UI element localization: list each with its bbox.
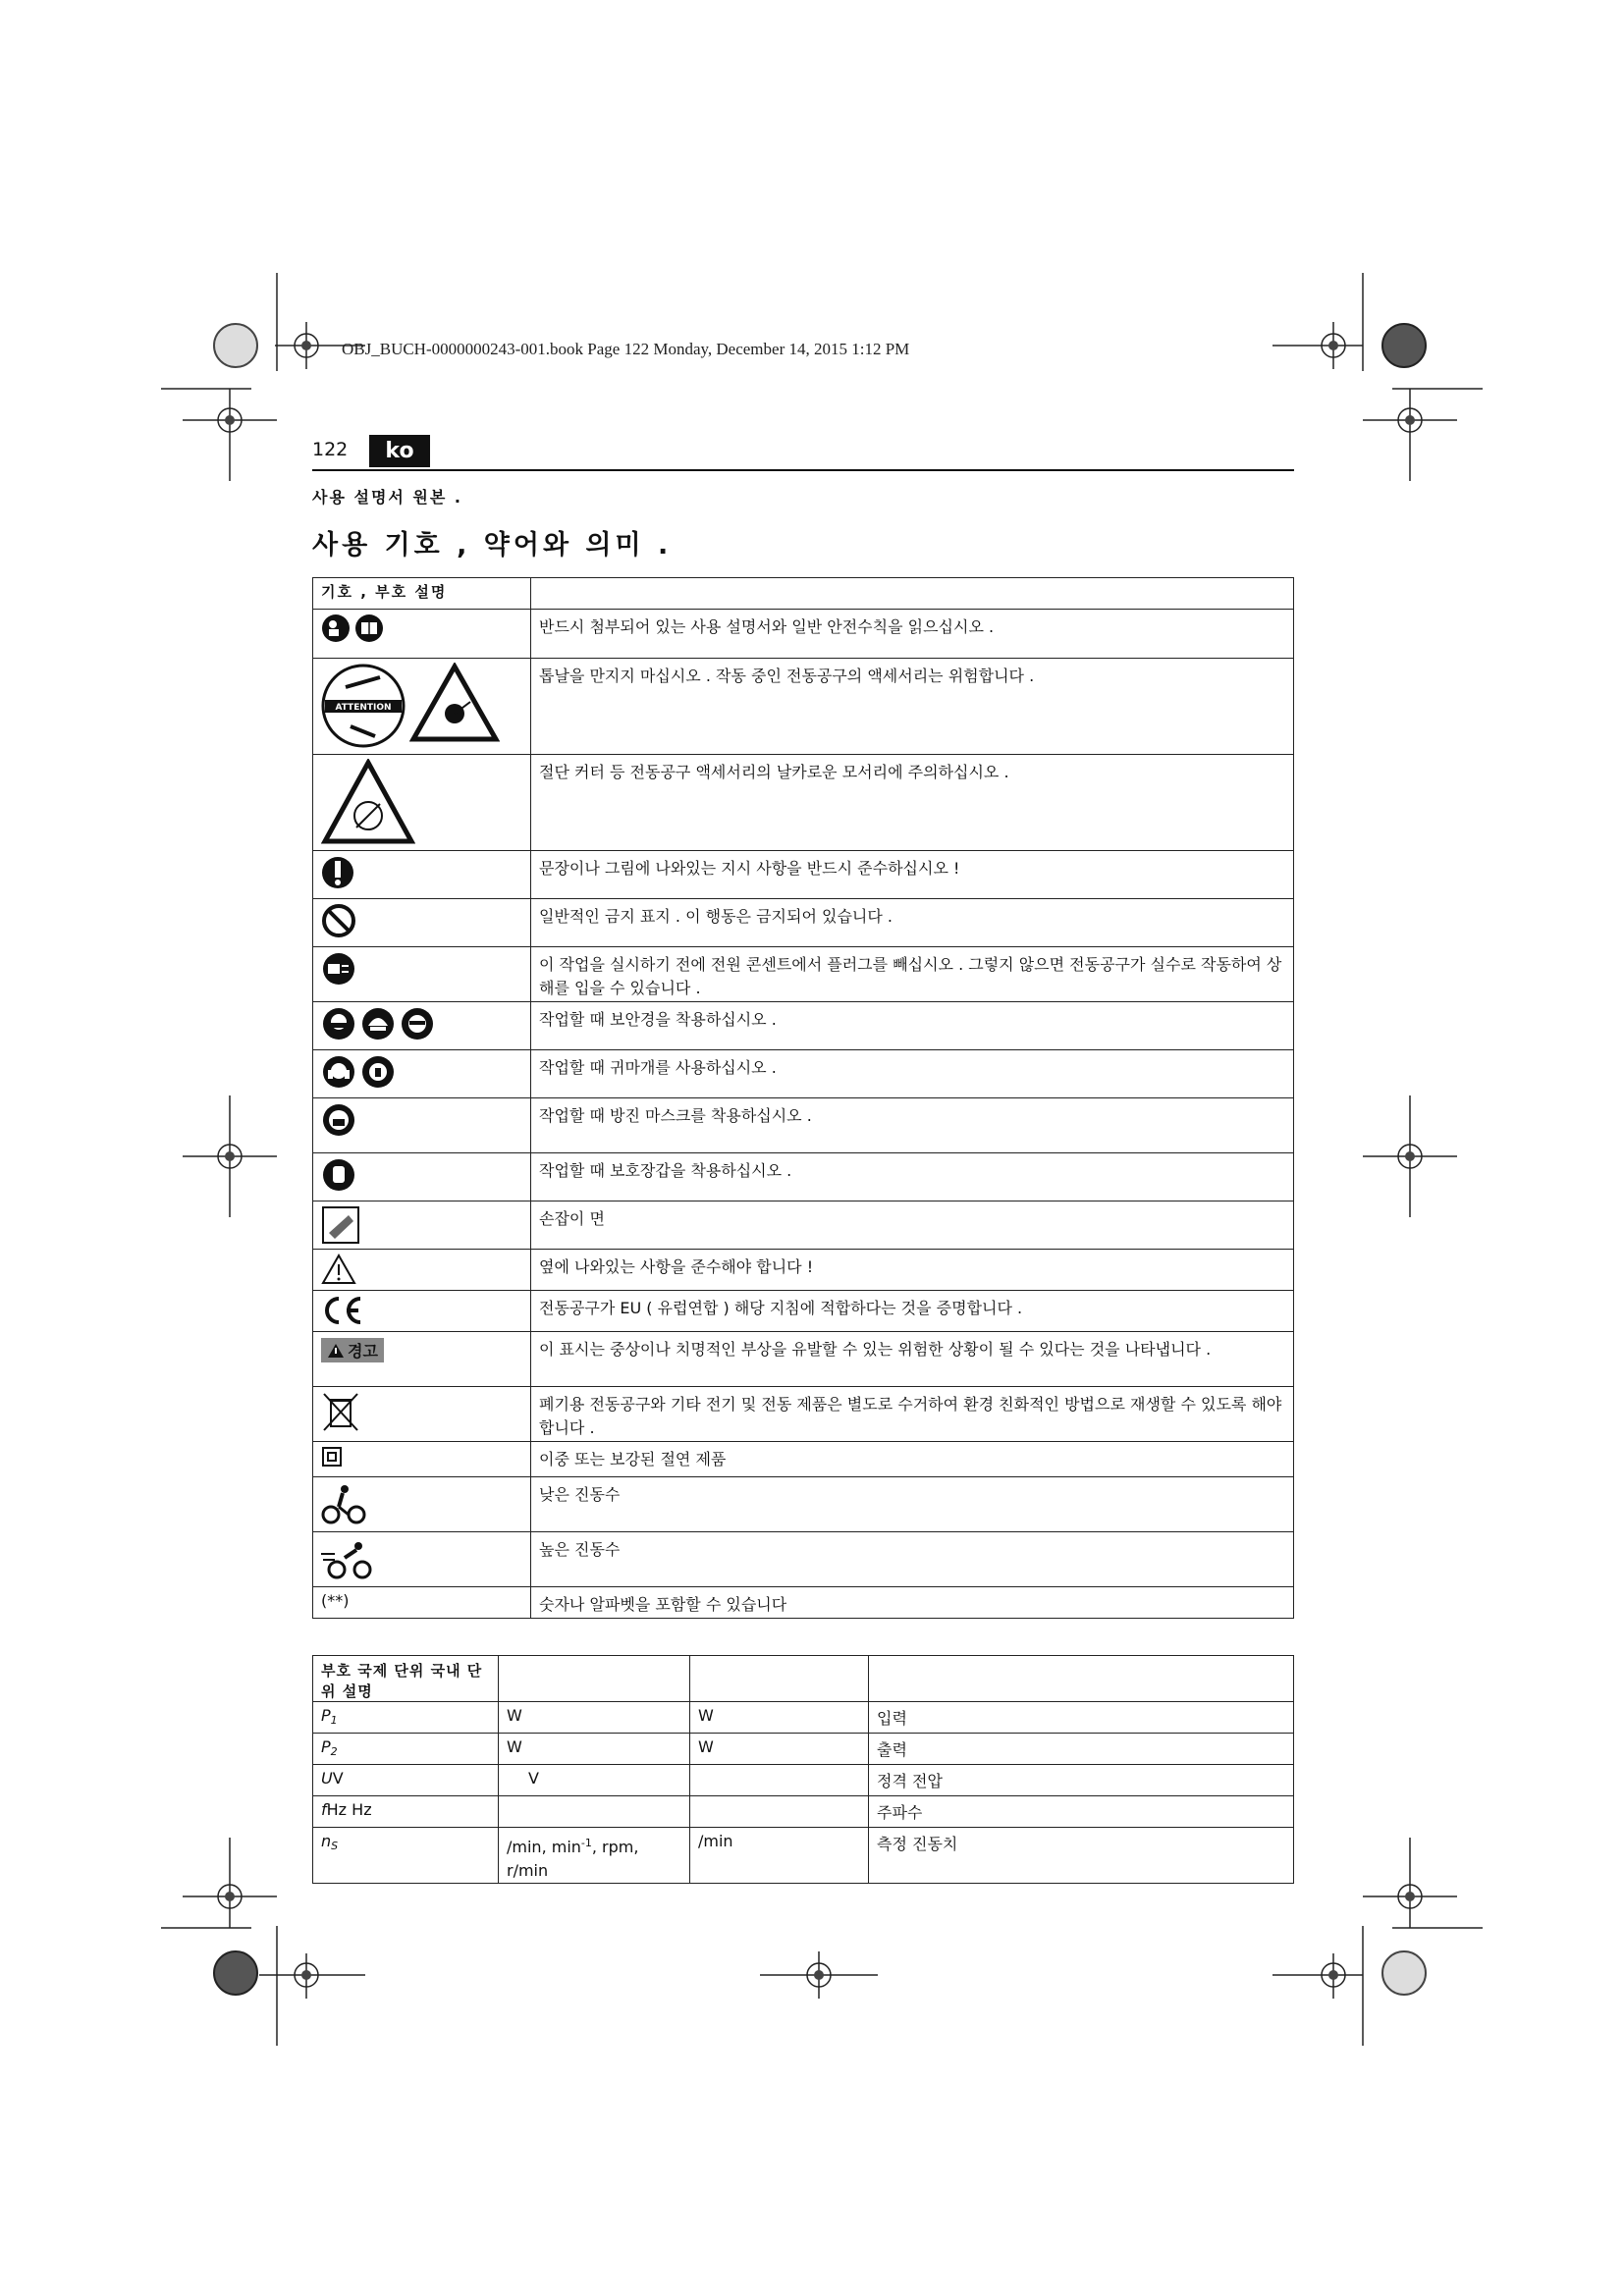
local-unit-cell: /min bbox=[690, 1828, 869, 1884]
intl-unit-superscript: -1 bbox=[580, 1837, 592, 1849]
header-cell: 부호 국제 단위 국내 단위 설명 bbox=[313, 1656, 499, 1702]
symbol-cell bbox=[313, 1153, 531, 1201]
symbol-cell bbox=[313, 1828, 499, 1884]
table-row bbox=[313, 1002, 1294, 1050]
symbol-letter: P bbox=[321, 1706, 331, 1725]
table-row bbox=[313, 1153, 1294, 1201]
description-cell: 이 작업을 실시하기 전에 전원 콘센트에서 플러그를 빼십시오 . 그렇지 않으면 전동공구가 실수로 작동하여 상해를 입을 수 있습니다 . bbox=[531, 947, 1294, 1002]
symbol-cell bbox=[313, 1098, 531, 1153]
table-row bbox=[313, 1796, 1294, 1828]
intl-unit-text: /min, min bbox=[507, 1838, 581, 1856]
description-cell: 작업할 때 보호장갑을 착용하십시오 . bbox=[531, 1153, 1294, 1201]
intl-unit-cell bbox=[499, 1796, 690, 1828]
description-cell: 폐기용 전동공구와 기타 전기 및 전동 제품은 별도로 수거하여 환경 친화적인 방법으로 재생할 수 있도록 해야 합니다 . bbox=[531, 1387, 1294, 1442]
gloves-icon bbox=[321, 1157, 356, 1193]
table-row bbox=[313, 1201, 1294, 1250]
book-icon bbox=[354, 614, 384, 643]
table-row bbox=[313, 1332, 1294, 1387]
face-shield-icon bbox=[400, 1006, 435, 1041]
intl-unit-text-suffix: , rpm, bbox=[591, 1838, 639, 1856]
description-cell: 반드시 첨부되어 있는 사용 설명서와 일반 안전수칙을 읽으십시오 . bbox=[531, 610, 1294, 659]
symbol-cell bbox=[313, 1050, 531, 1098]
symbol-cell bbox=[313, 1291, 531, 1332]
table-row bbox=[313, 1765, 1294, 1796]
symbol-subscript: 2 bbox=[330, 1745, 338, 1758]
description-cell: 측정 진동치 bbox=[869, 1828, 1294, 1884]
description-cell: 작업할 때 귀마개를 사용하십시오 . bbox=[531, 1050, 1294, 1098]
symbol-cell bbox=[313, 899, 531, 947]
sharp-edge-warning-icon bbox=[321, 759, 415, 847]
description-cell: 문장이나 그림에 나와있는 지시 사항을 반드시 준수하십시오 ! bbox=[531, 851, 1294, 899]
intl-unit-cell: W bbox=[499, 1734, 690, 1765]
symbol-cell bbox=[313, 947, 531, 1002]
table-row bbox=[313, 610, 1294, 659]
local-unit-cell: W bbox=[690, 1734, 869, 1765]
description-cell: 정격 전압 bbox=[869, 1765, 1294, 1796]
ce-mark-icon bbox=[321, 1295, 364, 1326]
header-rule bbox=[312, 469, 1294, 471]
symbol-cell bbox=[313, 1532, 531, 1587]
table-row bbox=[313, 1250, 1294, 1291]
symbol-letter: f bbox=[321, 1800, 327, 1819]
table-row bbox=[313, 1477, 1294, 1532]
symbol-cell bbox=[313, 1765, 499, 1796]
description-cell: 전동공구가 EU ( 유럽연합 ) 해당 지침에 적합하다는 것을 증명합니다 . bbox=[531, 1291, 1294, 1332]
table-row bbox=[313, 1828, 1294, 1884]
intl-unit-cell bbox=[499, 1828, 690, 1884]
svg-text:ATTENTION: ATTENTION bbox=[335, 703, 392, 713]
symbol-cell bbox=[313, 1332, 531, 1387]
description-cell: 주파수 bbox=[869, 1796, 1294, 1828]
table-row bbox=[313, 1442, 1294, 1477]
table-row bbox=[313, 1291, 1294, 1332]
goggles-icon bbox=[321, 1006, 356, 1041]
local-unit-cell bbox=[690, 1765, 869, 1796]
description-cell: 입력 bbox=[869, 1702, 1294, 1734]
table-row bbox=[313, 1734, 1294, 1765]
warning-label-icon bbox=[321, 1338, 384, 1362]
symbol-cell: (**) bbox=[313, 1587, 531, 1619]
header-cell bbox=[499, 1656, 690, 1702]
table-row bbox=[313, 1387, 1294, 1442]
double-insulation-icon bbox=[321, 1446, 343, 1468]
table-row bbox=[313, 1098, 1294, 1153]
warning-triangle-small-icon bbox=[327, 1343, 345, 1359]
symbol-cell bbox=[313, 851, 531, 899]
document-subtitle: 사용 설명서 원본 . bbox=[312, 488, 462, 507]
table-row bbox=[313, 659, 1294, 755]
symbol-cell bbox=[313, 1250, 531, 1291]
description-cell: 높은 진동수 bbox=[531, 1532, 1294, 1587]
symbol-cell bbox=[313, 1002, 531, 1050]
description-cell: 낮은 진동수 bbox=[531, 1477, 1294, 1532]
symbol-extra: V bbox=[332, 1769, 344, 1788]
symbol-cell bbox=[313, 1702, 499, 1734]
symbol-cell bbox=[313, 1477, 531, 1532]
crossed-bin-icon bbox=[321, 1391, 360, 1434]
description-cell: 손잡이 면 bbox=[531, 1201, 1294, 1250]
table-row bbox=[313, 899, 1294, 947]
table-row bbox=[313, 947, 1294, 1002]
local-unit-cell bbox=[690, 1796, 869, 1828]
warning-label-text: 경고 bbox=[348, 1342, 378, 1361]
description-cell: 일반적인 금지 표지 . 이 행동은 금지되어 있습니다 . bbox=[531, 899, 1294, 947]
symbol-cell bbox=[313, 610, 531, 659]
unplug-icon bbox=[321, 951, 356, 987]
header-cell bbox=[690, 1656, 869, 1702]
description-cell: 톱날을 만지지 마십시오 . 작동 중인 전동공구의 액세서리는 위험합니다 . bbox=[531, 659, 1294, 755]
symbol-cell bbox=[313, 1387, 531, 1442]
page-number: 122 bbox=[312, 439, 349, 460]
description-cell: 옆에 나와있는 사항을 준수해야 합니다 ! bbox=[531, 1250, 1294, 1291]
unit-table bbox=[312, 1655, 1294, 1884]
flying-debris-warning-icon bbox=[409, 663, 500, 743]
description-cell: 이중 또는 보강된 절연 제품 bbox=[531, 1442, 1294, 1477]
prohibition-icon bbox=[321, 903, 356, 938]
header-cell: 기호 , 부호 설명 bbox=[313, 578, 531, 610]
table-row bbox=[313, 1702, 1294, 1734]
ear-protection-icon bbox=[360, 1054, 396, 1090]
symbol-subscript: 1 bbox=[330, 1714, 338, 1727]
safety-helmet-icon bbox=[360, 1006, 396, 1041]
description-cell: 숫자나 알파벳을 포함할 수 있습니다 bbox=[531, 1587, 1294, 1619]
symbol-letter: U bbox=[321, 1769, 333, 1788]
symbol-cell bbox=[313, 755, 531, 851]
description-cell: 이 표시는 중상이나 치명적인 부상을 유발할 수 있는 위험한 상황이 될 수 있다는 것을 나타냅니다 . bbox=[531, 1332, 1294, 1387]
fast-bike-icon bbox=[321, 1536, 376, 1581]
table-row bbox=[313, 851, 1294, 899]
symbol-subscript: S bbox=[331, 1840, 339, 1852]
slow-bike-icon bbox=[321, 1481, 366, 1526]
symbol-cell bbox=[313, 659, 531, 755]
symbol-letter: P bbox=[321, 1737, 331, 1756]
table-row bbox=[313, 1587, 1294, 1619]
description-cell: 작업할 때 보안경을 착용하십시오 . bbox=[531, 1002, 1294, 1050]
symbol-cell bbox=[313, 1442, 531, 1477]
intl-unit-cell: W bbox=[499, 1702, 690, 1734]
local-unit-cell: W bbox=[690, 1702, 869, 1734]
grip-surface-icon bbox=[321, 1205, 360, 1245]
language-badge: ko bbox=[369, 435, 430, 467]
ear-muffs-icon bbox=[321, 1054, 356, 1090]
mandatory-action-icon bbox=[321, 855, 354, 890]
symbol-cell bbox=[313, 1201, 531, 1250]
section-title: 사용 기호 , 약어와 의미 . bbox=[312, 530, 673, 561]
read-manual-person-icon bbox=[321, 614, 351, 643]
description-cell: 작업할 때 방진 마스크를 착용하십시오 . bbox=[531, 1098, 1294, 1153]
table-row bbox=[313, 1532, 1294, 1587]
table-row bbox=[313, 755, 1294, 851]
description-cell: 절단 커터 등 전동공구 액세서리의 날카로운 모서리에 주의하십시오 . bbox=[531, 755, 1294, 851]
header-cell bbox=[531, 578, 1294, 610]
dust-mask-icon bbox=[321, 1102, 356, 1138]
print-header: OBJ_BUCH-0000000243-001.book Page 122 Monday, December 14, 2015 1:12 PM bbox=[342, 340, 910, 358]
symbol-cell bbox=[313, 1734, 499, 1765]
intl-unit-cell: V bbox=[499, 1765, 690, 1796]
warning-triangle-icon bbox=[321, 1254, 356, 1285]
symbol-letter: n bbox=[321, 1832, 332, 1850]
intl-unit-text-line2: r/min bbox=[507, 1861, 549, 1880]
description-cell: 출력 bbox=[869, 1734, 1294, 1765]
symbol-extra: Hz Hz bbox=[326, 1800, 372, 1819]
symbol-table bbox=[312, 577, 1294, 1619]
table-header-row bbox=[313, 1656, 1294, 1702]
table-header-row bbox=[313, 578, 1294, 610]
symbol-cell bbox=[313, 1796, 499, 1828]
header-cell bbox=[869, 1656, 1294, 1702]
table-row bbox=[313, 1050, 1294, 1098]
attention-blade-icon bbox=[321, 663, 406, 749]
